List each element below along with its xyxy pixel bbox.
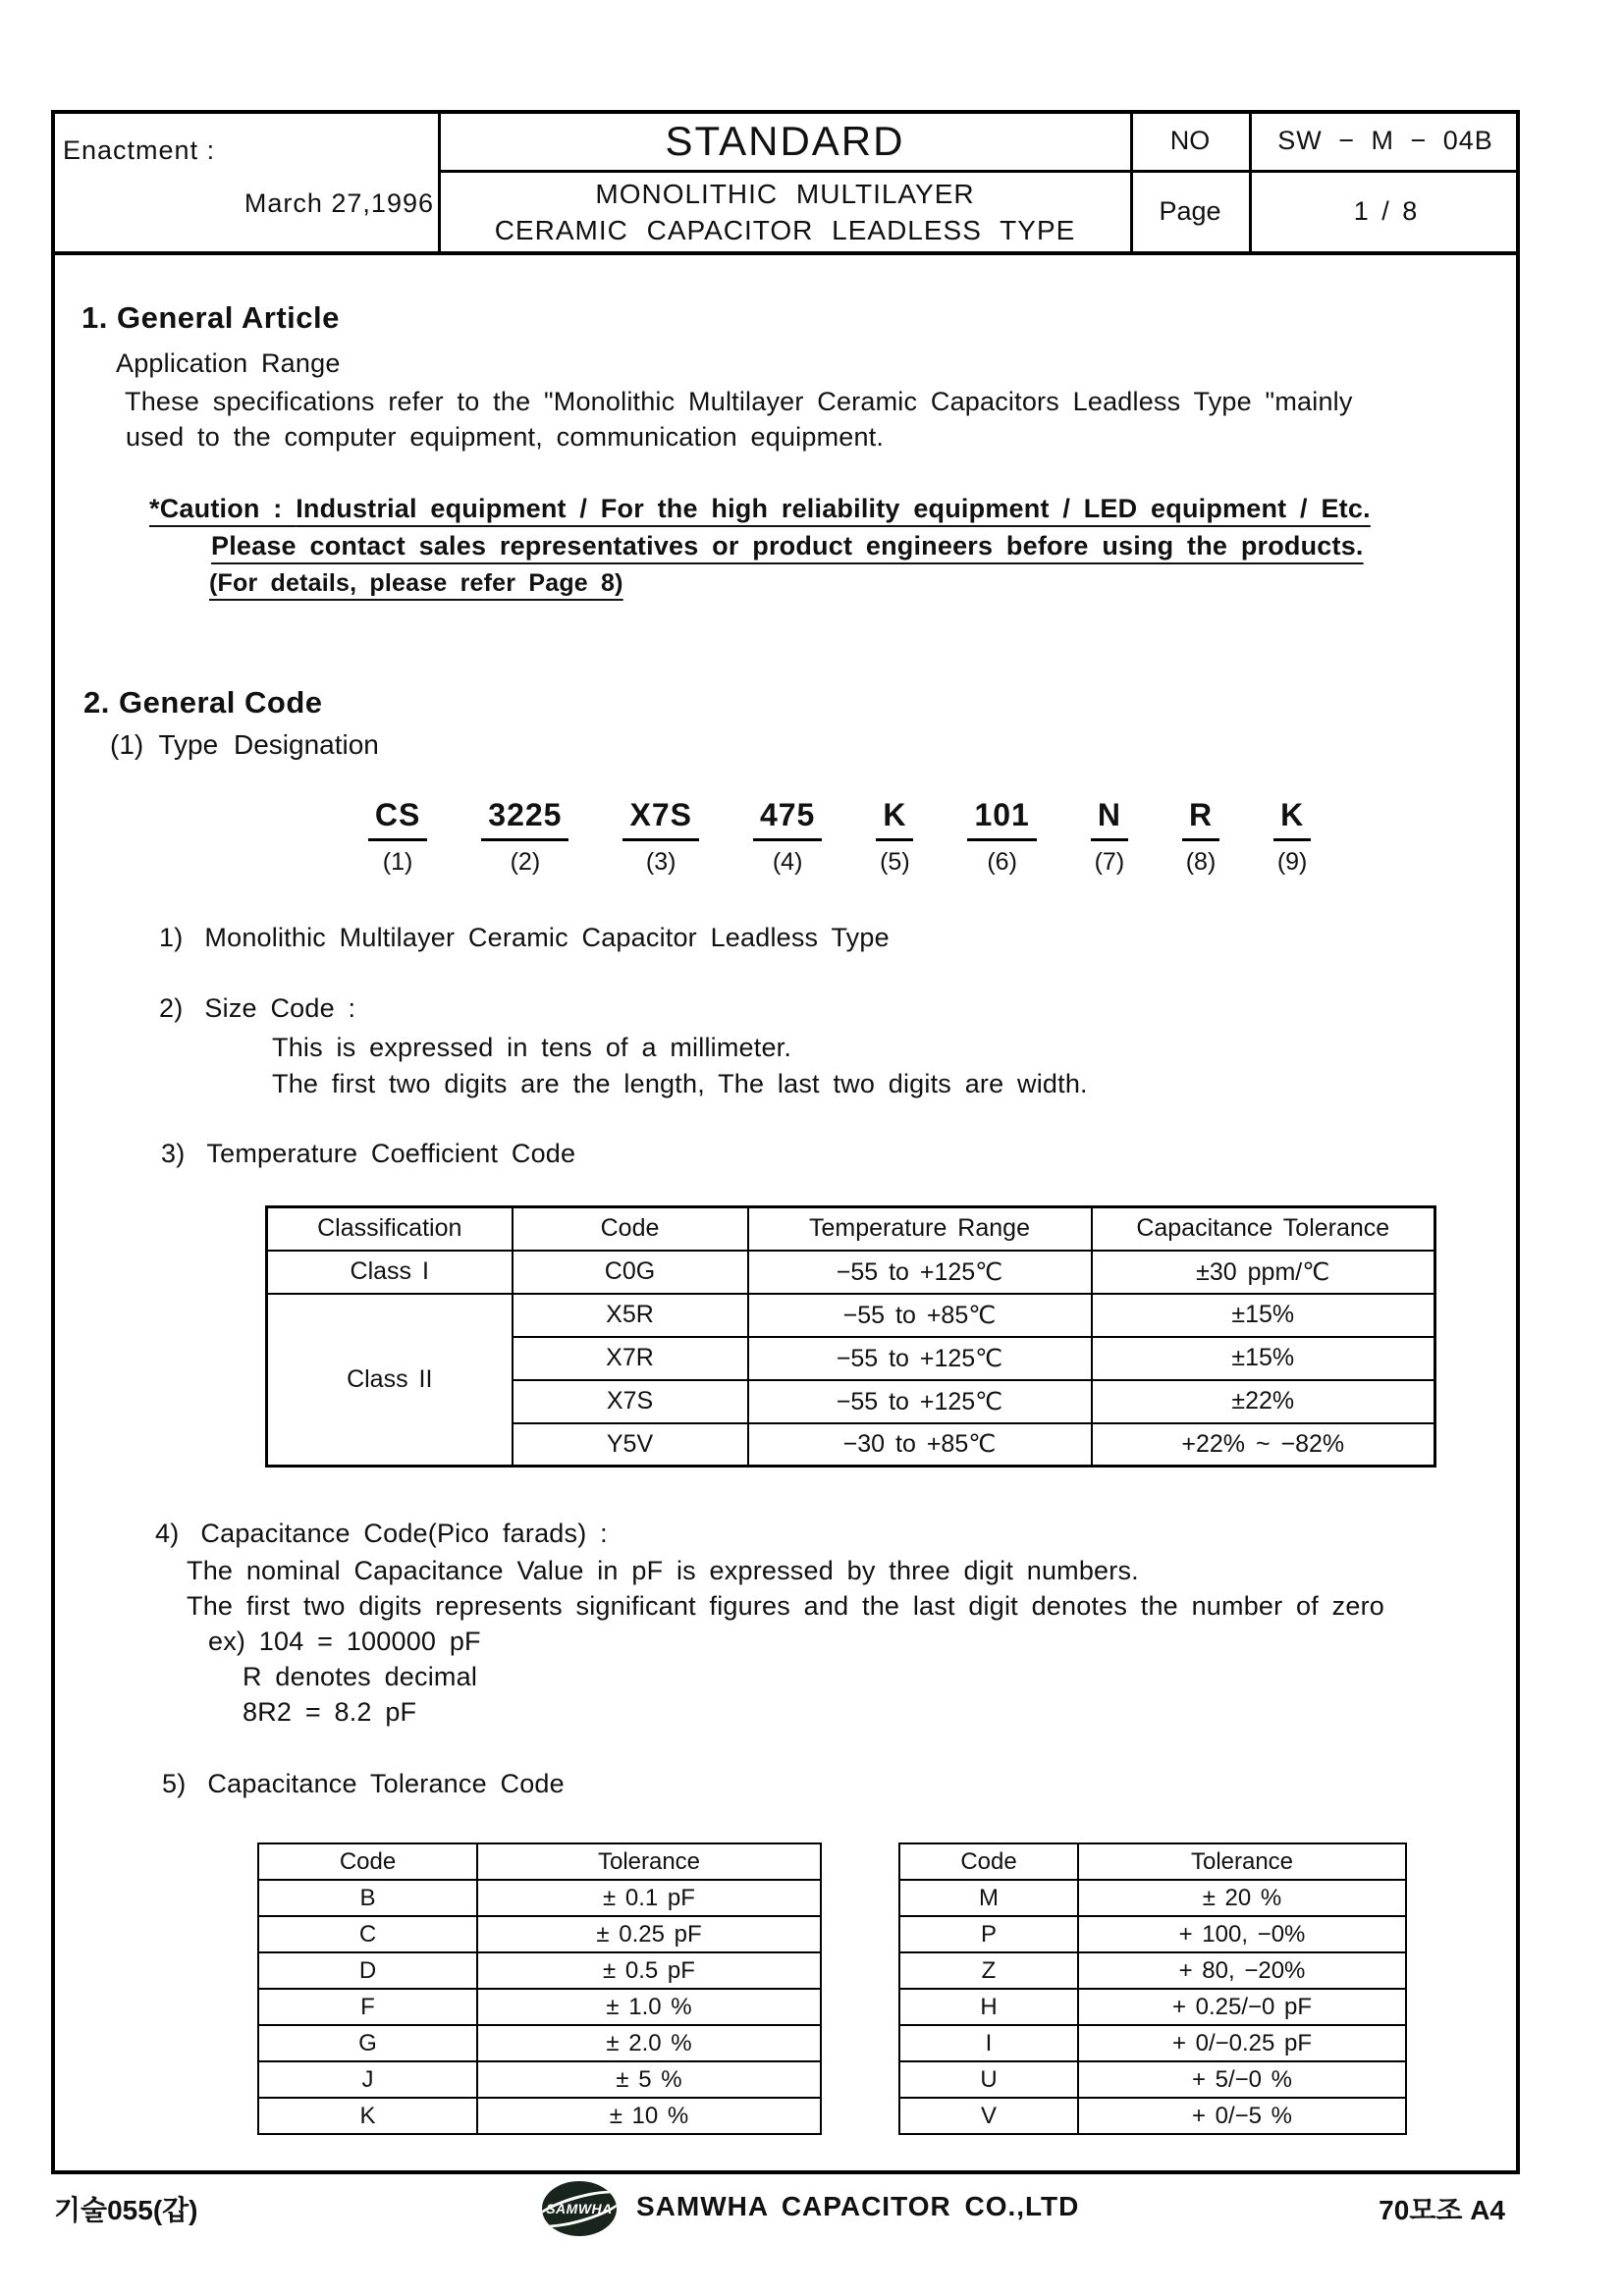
- tolerance-cell: ± 5 %: [477, 2061, 821, 2098]
- table-row: [899, 1916, 1406, 1952]
- code-cell: U: [899, 2061, 1078, 2098]
- document-title: STANDARD: [665, 118, 905, 164]
- tolerance-cell: ± 1.0 %: [477, 1989, 821, 2025]
- footer-doc-code: 기술055(갑): [54, 2195, 198, 2225]
- application-range-text-line2: used to the computer equipment, communication equipment.: [126, 422, 885, 452]
- list-item-5: [162, 1769, 565, 1799]
- col-header-tolerance: Tolerance: [1078, 1843, 1406, 1880]
- table-row: [258, 1880, 821, 1916]
- footer-paper-code: 70모조 A4: [1379, 2195, 1505, 2225]
- tolerance-cell: + 100, −0%: [1078, 1916, 1406, 1952]
- code-cell: Z: [899, 1952, 1078, 1989]
- tolerance-cell: ± 20 %: [1078, 1880, 1406, 1916]
- temperature-coefficient-table: [265, 1205, 1436, 1468]
- tolerance-cell: ±22%: [1092, 1380, 1435, 1423]
- capacitance-code-r-note: R denotes decimal: [243, 1662, 478, 1691]
- capacitance-code-line2: The first two digits represents significant figures and the last digit denotes the number of zero: [187, 1591, 1384, 1621]
- size-code-desc-line1: This is expressed in tens of a millimeter.: [272, 1033, 792, 1062]
- caution-line3: (For details, please refer Page 8): [209, 569, 623, 597]
- type-designation-label: (1) Type Designation: [110, 729, 379, 760]
- page-number: 1 / 8: [1353, 196, 1418, 226]
- table-header-row: [258, 1843, 821, 1880]
- size-code-desc-line2: The first two digits are the length, The last two digits are width.: [272, 1069, 1088, 1098]
- col-header-tolerance: Tolerance: [477, 1843, 821, 1880]
- tolerance-table-left: [257, 1842, 822, 2135]
- range-cell: −55 to +125℃: [748, 1337, 1092, 1380]
- table-row: [258, 1952, 821, 1989]
- col-header-code: Code: [513, 1207, 748, 1251]
- item-number: 4): [155, 1519, 180, 1548]
- code-cell: H: [899, 1989, 1078, 2025]
- tolerance-cell: ± 0.5 pF: [477, 1952, 821, 1989]
- code-cell: C0G: [513, 1251, 748, 1294]
- code-cell: K: [258, 2098, 477, 2134]
- tolerance-cell: + 0/−0.25 pF: [1078, 2025, 1406, 2061]
- type-code-segment: [1182, 797, 1219, 877]
- code-value: K: [876, 797, 913, 841]
- code-cell: D: [258, 1952, 477, 1989]
- tolerance-cell: + 5/−0 %: [1078, 2061, 1406, 2098]
- item-text: Size Code :: [204, 993, 356, 1023]
- tolerance-cell: ±30 ppm/℃: [1092, 1251, 1435, 1294]
- col-header-tolerance: Capacitance Tolerance: [1092, 1207, 1435, 1251]
- type-code-segment: [1273, 797, 1311, 877]
- list-item-4: [155, 1519, 608, 1549]
- tolerance-cell: + 0/−5 %: [1078, 2098, 1406, 2134]
- code-cell: J: [258, 2061, 477, 2098]
- code-cell: F: [258, 1989, 477, 2025]
- item-number: 3): [161, 1139, 186, 1168]
- col-header-code: Code: [899, 1843, 1078, 1880]
- tolerance-cell: ± 2.0 %: [477, 2025, 821, 2061]
- code-cell: I: [899, 2025, 1078, 2061]
- header-divider-h1: [440, 170, 1520, 173]
- item-number: 2): [159, 993, 184, 1023]
- code-index: (6): [987, 848, 1017, 876]
- footer-company-name: SAMWHA CAPACITOR CO.,LTD: [636, 2191, 1080, 2221]
- type-code-segment: [967, 797, 1036, 877]
- classification-cell: Class I: [267, 1251, 513, 1294]
- range-cell: −55 to +125℃: [748, 1380, 1092, 1423]
- application-range-text-line1: These specifications refer to the "Monolithic Multilayer Ceramic Capacitors Leadless Type "mainly: [125, 387, 1353, 416]
- table-header-row: [267, 1207, 1435, 1251]
- table-row: [899, 1952, 1406, 1989]
- code-value: N: [1091, 797, 1128, 841]
- code-value: R: [1182, 797, 1219, 841]
- type-code-segment: [368, 797, 427, 877]
- code-cell: X5R: [513, 1294, 748, 1337]
- tolerance-table-right: [898, 1842, 1407, 2135]
- caution-line2: Please contact sales representatives or product engineers before using the products.: [211, 531, 1364, 561]
- table-row: [258, 2025, 821, 2061]
- table-row: [267, 1294, 1435, 1337]
- table-row: [267, 1251, 1435, 1294]
- document-subtitle-line1: MONOLITHIC MULTILAYER: [595, 179, 975, 209]
- doc-no-label: NO: [1169, 126, 1211, 155]
- item-text: Capacitance Code(Pico farads) :: [200, 1519, 608, 1548]
- col-header-code: Code: [258, 1843, 477, 1880]
- code-index: (3): [645, 848, 676, 876]
- table-header-row: [899, 1843, 1406, 1880]
- table-row: [899, 2098, 1406, 2134]
- application-range-label: Application Range: [116, 348, 341, 378]
- table-row: [258, 2098, 821, 2134]
- col-header-range: Temperature Range: [748, 1207, 1092, 1251]
- table-row: [258, 2061, 821, 2098]
- tolerance-cell: ± 0.25 pF: [477, 1916, 821, 1952]
- code-index: (4): [772, 848, 803, 876]
- enactment-label: Enactment :: [63, 135, 216, 165]
- tolerance-cell: ± 0.1 pF: [477, 1880, 821, 1916]
- table-row: [258, 1916, 821, 1952]
- code-cell: M: [899, 1880, 1078, 1916]
- document-subtitle-line2: CERAMIC CAPACITOR LEADLESS TYPE: [494, 215, 1076, 245]
- capacitance-code-r-example: 8R2 = 8.2 pF: [243, 1697, 417, 1727]
- col-header-classification: Classification: [267, 1207, 513, 1251]
- tolerance-cell: + 0.25/−0 pF: [1078, 1989, 1406, 2025]
- section1-heading: 1. General Article: [81, 300, 340, 335]
- code-cell: V: [899, 2098, 1078, 2134]
- item-text: Temperature Coefficient Code: [206, 1139, 576, 1168]
- table-row: [258, 1989, 821, 2025]
- caution-label: *Caution :: [149, 494, 297, 523]
- code-index: (1): [382, 848, 413, 876]
- code-cell: X7S: [513, 1380, 748, 1423]
- caution-line1: [149, 494, 1371, 524]
- table-row: [899, 2025, 1406, 2061]
- tolerance-cell: ±15%: [1092, 1337, 1435, 1380]
- capacitance-code-example: ex) 104 = 100000 pF: [208, 1627, 481, 1656]
- range-cell: −55 to +125℃: [748, 1251, 1092, 1294]
- logo-text: SAMWHA: [546, 2201, 613, 2216]
- code-value: 3225: [481, 797, 568, 841]
- table-row: [899, 2061, 1406, 2098]
- item-text: Monolithic Multilayer Ceramic Capacitor Leadless Type: [204, 923, 890, 952]
- type-code-segment: [622, 797, 698, 877]
- code-cell: C: [258, 1916, 477, 1952]
- code-cell: Y5V: [513, 1423, 748, 1467]
- enactment-date: March 27,1996: [243, 188, 434, 218]
- code-cell: G: [258, 2025, 477, 2061]
- tolerance-cell: ±15%: [1092, 1294, 1435, 1337]
- samwha-logo-icon: [542, 2181, 617, 2236]
- code-cell: P: [899, 1916, 1078, 1952]
- tolerance-cell: +22% ~ −82%: [1092, 1423, 1435, 1467]
- item-text: Capacitance Tolerance Code: [207, 1769, 565, 1798]
- code-value: 475: [753, 797, 822, 841]
- section2-heading: 2. General Code: [83, 685, 323, 720]
- list-item-2: [159, 993, 355, 1024]
- page-label: Page: [1159, 196, 1221, 226]
- list-item-1: [159, 923, 890, 953]
- item-number: 5): [162, 1769, 187, 1798]
- capacitance-code-line1: The nominal Capacitance Value in pF is expressed by three digit numbers.: [187, 1556, 1139, 1585]
- code-index: (8): [1185, 848, 1217, 876]
- tolerance-cell: ± 10 %: [477, 2098, 821, 2134]
- item-number: 1): [159, 923, 184, 952]
- code-index: (2): [510, 848, 541, 876]
- code-value: 101: [967, 797, 1036, 841]
- tolerance-cell: + 80, −20%: [1078, 1952, 1406, 1989]
- list-item-3: [161, 1139, 575, 1169]
- classification-cell: Class II: [267, 1294, 513, 1467]
- type-code-segment: [1091, 797, 1128, 877]
- code-cell: B: [258, 1880, 477, 1916]
- range-cell: −55 to +85℃: [748, 1294, 1092, 1337]
- table-row: [899, 1880, 1406, 1916]
- code-value: X7S: [622, 797, 698, 841]
- caution-text1: Industrial equipment / For the high reliability equipment / LED equipment / Etc.: [296, 494, 1371, 523]
- range-cell: −30 to +85℃: [748, 1423, 1092, 1467]
- code-value: CS: [368, 797, 427, 841]
- code-index: (7): [1094, 848, 1125, 876]
- code-cell: X7R: [513, 1337, 748, 1380]
- code-index: (9): [1276, 848, 1308, 876]
- code-index: (5): [880, 848, 910, 876]
- type-code-segment: [876, 797, 913, 877]
- header-bottom-rule: [51, 251, 1520, 255]
- type-code-row: [118, 797, 1561, 877]
- code-value: K: [1273, 797, 1311, 841]
- doc-no-value: SW − M − 04B: [1277, 126, 1493, 155]
- type-code-segment: [753, 797, 822, 877]
- type-code-segment: [481, 797, 568, 877]
- table-row: [899, 1989, 1406, 2025]
